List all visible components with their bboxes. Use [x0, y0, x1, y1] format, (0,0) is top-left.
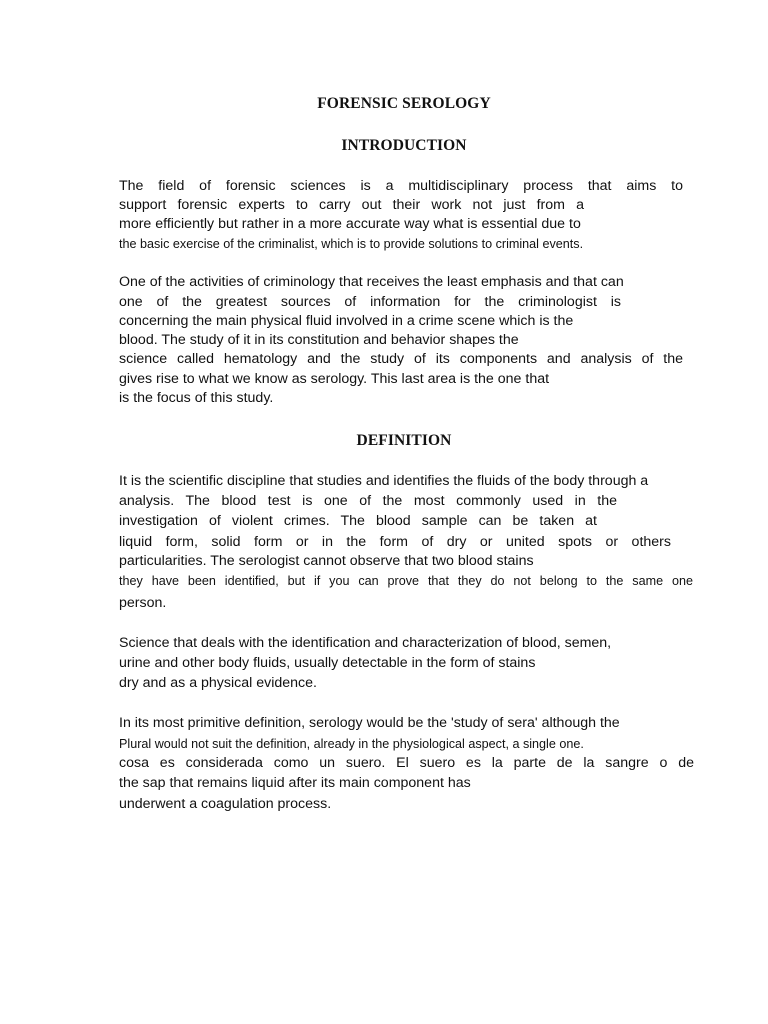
def-p3-line-5: underwent a coagulation process. [119, 796, 332, 812]
def-p2-line-2: urine and other body fluids, usually detectable in the form of stains [119, 655, 536, 671]
intro-p2-line-6: gives rise to what we know as serology. This last area is the one that [119, 371, 550, 387]
def-p2-line-1: Science that deals with the identification and characterization of blood, semen, [119, 635, 612, 651]
intro-p2-line-1: One of the activities of criminology that receives the least emphasis and that can [119, 274, 624, 290]
def-p3-line-4: the sap that remains liquid after its main component has [119, 775, 471, 791]
intro-p2-line-4: blood. The study of it in its constitution and behavior shapes the [119, 332, 519, 348]
intro-p2-line-7: is the focus of this study. [119, 390, 274, 406]
def-p1-line-5: particularities. The serologist cannot observe that two blood stains [119, 553, 534, 569]
intro-p2-line-2: one of the greatest sources of information for the criminologist is [119, 294, 621, 310]
def-p3-line-1: In its most primitive definition, serology would be the 'study of sera' although the [119, 715, 620, 731]
intro-p1-line-2: support forensic experts to carry out their work not just from a [119, 197, 584, 213]
intro-p1-line-4: the basic exercise of the criminalist, which is to provide solutions to criminal events. [119, 237, 584, 251]
intro-p1-line-1: The field of forensic sciences is a multidisciplinary process that aims to [119, 178, 683, 194]
def-p1-line-4: liquid form, solid form or in the form of dry or united spots or others [119, 534, 671, 550]
def-p1-line-2: analysis. The blood test is one of the most commonly used in the [119, 493, 617, 509]
section-heading-definition: DEFINITION [356, 432, 452, 449]
section-heading-introduction: INTRODUCTION [341, 137, 467, 154]
document-title: FORENSIC SEROLOGY [317, 95, 491, 112]
def-p2-line-3: dry and as a physical evidence. [119, 675, 317, 691]
def-p1-line-6: they have been identified, but if you can prove that they do not belong to the same one [119, 574, 693, 588]
def-p1-line-3: investigation of violent crimes. The blood sample can be taken at [119, 513, 597, 529]
def-p3-line-2: Plural would not suit the definition, already in the physiological aspect, a single one. [119, 737, 584, 751]
intro-p2-line-5: science called hematology and the study of its components and analysis of the [119, 351, 683, 367]
def-p3-line-3: cosa es considerada como un suero. El suero es la parte de la sangre o de [119, 755, 694, 771]
intro-p1-line-3: more efficiently but rather in a more accurate way what is essential due to [119, 216, 581, 232]
intro-p2-line-3: concerning the main physical fluid involved in a crime scene which is the [119, 313, 574, 329]
def-p1-line-7: person. [119, 595, 167, 611]
def-p1-line-1: It is the scientific discipline that studies and identifies the fluids of the body through a [119, 473, 649, 489]
